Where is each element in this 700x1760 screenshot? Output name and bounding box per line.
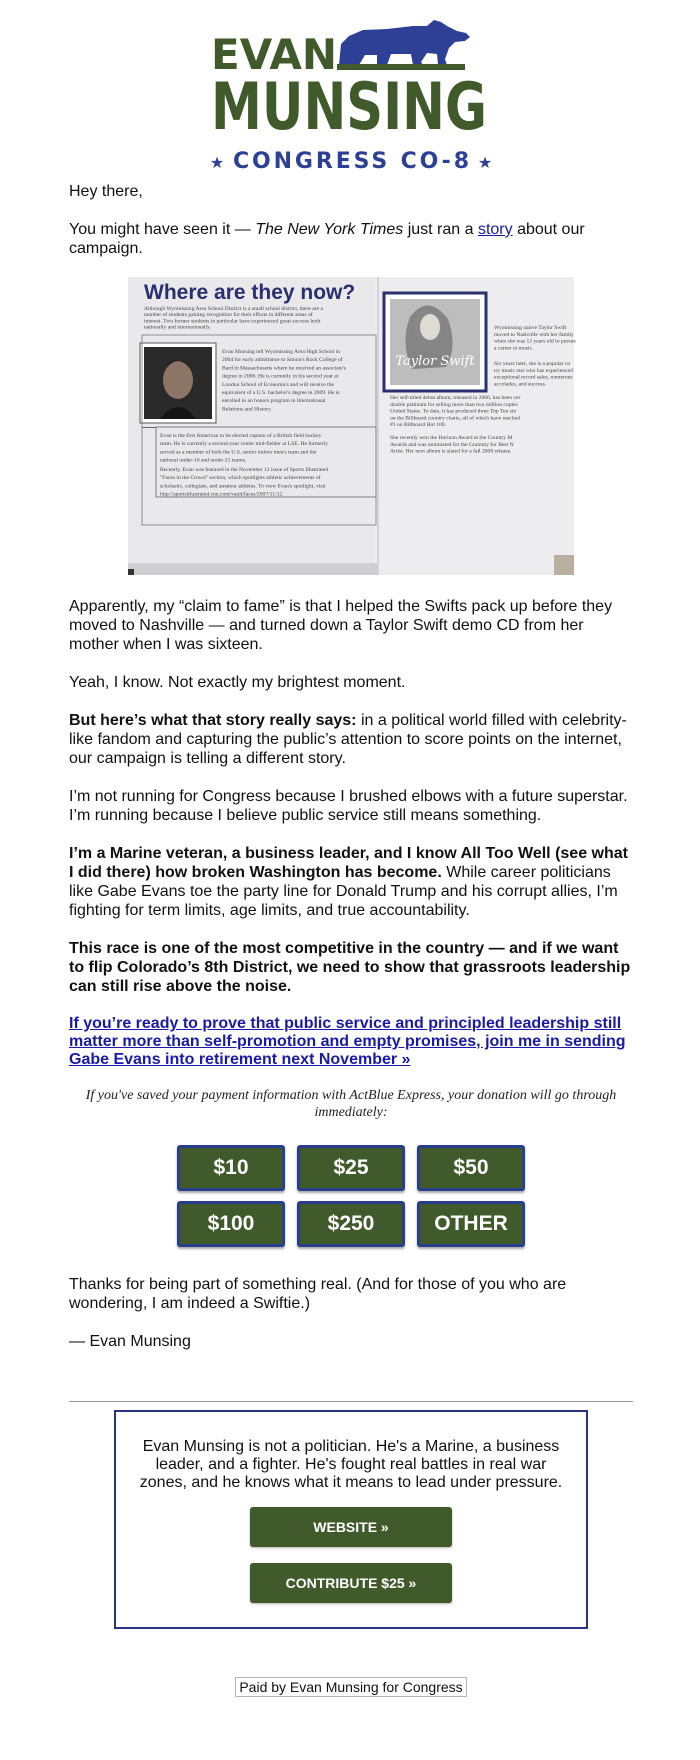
actblue-express-note: If you've saved your payment information with ActBlue Express, your donation will go through immediately: [85, 1088, 617, 1120]
album-title: Taylor Swift [395, 354, 475, 369]
clipping-text-line: a career in music. [494, 345, 534, 352]
clipping-text-line: double platinum for selling more than two million copies [390, 401, 518, 408]
clipping-text-line: 2004 for early admittance to Simon's Rock College of [222, 357, 343, 364]
bear-icon [339, 20, 470, 65]
thanks-paragraph: Thanks for being part of something real. (And for those of you who are wondering, I am indeed a Swiftie.) [69, 1276, 567, 1312]
contribute-button[interactable]: CONTRIBUTE $25 » [250, 1563, 452, 1603]
clipping-text-line: Bard in Massachusetts where he received an associate's [222, 365, 346, 372]
website-button[interactable]: WEBSITE » [250, 1507, 452, 1547]
intro-paragraph: You might have seen it — The New York Times just ran a story about our campaign. [69, 221, 585, 257]
clipping-text-line: http://sportsillustrated.cnn.com/vault/faces/2007/11/12. [160, 491, 284, 498]
bio-box [114, 1410, 588, 1629]
clipping-text-line: Although Wyomissing Area School District is a small school district, there are a [144, 306, 323, 312]
star-icon: ★ [209, 153, 225, 172]
logo-last-name: MUNSING [211, 70, 487, 145]
donation-amount-grid [177, 1145, 525, 1247]
star-icon: ★ [477, 153, 493, 172]
clipping-text-line: Six years later, she is a popular co [494, 361, 571, 367]
clipping-text-line: Artist. Her next album is slated for a fall 2008 release. [390, 448, 512, 455]
clipping-text-line: on the Billboard country charts, all of which have reached [390, 415, 520, 422]
clipping-text-line: accolades, and success. [494, 381, 547, 388]
clipping-text-line: Relations and History. [222, 406, 272, 413]
clipping-text-line: Evan Munsing left Wyomissing Area High School in [222, 349, 341, 355]
donate-25-button[interactable]: $25 [297, 1145, 405, 1191]
clipping-text-line: #3 on Billboard Hot 100. [390, 422, 447, 429]
clipping-headline: Where are they now? [144, 281, 356, 304]
clipping-text-line: Awards and was nominated for the Grammy for Best N [390, 441, 514, 448]
paid-for-disclaimer: Paid by Evan Munsing for Congress [235, 1677, 466, 1697]
clipping-text-line: team. He is currently a second-year center mid-fielder at LSE. He formerly [160, 441, 328, 448]
marine-paragraph: I’m a Marine veteran, a business leader, and I know All Too Well (see what I did there) how broken Washington has become. While career politicians like Gabe Evans toe the party line for Donald Trump and his corrupt allies, I’m fighting for term limits, age limits, and true accountability. [69, 845, 628, 919]
clipping-text-line: scholastic, collegiate, and amateur athletes. To view Evan's spotlight, visit [160, 483, 326, 490]
clipping-text-line: served as a member of both the U.S. senior indoor men's team and the [160, 449, 317, 456]
clipping-text-line: moved to Nashville with her family [494, 331, 574, 338]
donate-250-button[interactable]: $250 [297, 1201, 405, 1247]
clipping-text-line: Recently, Evan was featured in the November 12 issue of Sports Illustrated [160, 467, 329, 473]
clipping-text-line: Evan is the first American to be elected captain of a British field hockey [160, 433, 322, 439]
logo-first-name: EVAN [211, 30, 337, 79]
signoff: — Evan Munsing [69, 1333, 191, 1350]
clipping-taylor-text-4 [390, 435, 514, 455]
footer-divider [69, 1401, 633, 1402]
clipping-text-line: degree in 2006. He is currently in his second year at [222, 373, 339, 380]
clipping-text-line: when she was 12 years old to pursue [494, 338, 576, 345]
donate-other-button[interactable]: OTHER [417, 1201, 525, 1247]
yeah-paragraph: Yeah, I know. Not exactly my brightest moment. [69, 674, 406, 691]
bio-text: Evan Munsing is not a politician. He's a Marine, a business leader, and a fighter. He's fought real battles in real war zones, and he knows what it means to lead under pressure. [139, 1438, 563, 1491]
clipping-text-line: Her self-titled debut album, released in 2006, has been cer [390, 395, 521, 401]
race-paragraph: This race is one of the most competitive in the country — and if we want to flip Colorado’s 8th District, we need to show that grassroots leadership can still rise above the noise. [69, 940, 631, 995]
clipping-text-line: London School of Economics and will receive the [222, 381, 335, 388]
donate-100-button[interactable]: $100 [177, 1201, 285, 1247]
clipping-text-line: nationally and internationally. [144, 324, 211, 331]
clipping-text-line: She recently won the Horizon Award at the Country M [390, 435, 513, 441]
donate-10-button[interactable]: $10 [177, 1145, 285, 1191]
donate-cta-link[interactable]: If you’re ready to prove that public service and principled leadership still matter more than self-promotion and empty promises, join me in sending Gabe Evans into retirement next November » [69, 1015, 626, 1068]
publication-name: The New York Times [255, 221, 404, 238]
email-body [67, 12, 633, 1697]
clipping-text-line: number of students gaining recognition for their efforts in different areas of [144, 312, 313, 319]
clipping-text-line: enrolled in an honors program in International [222, 398, 326, 405]
not-running-paragraph: I’m not running for Congress because I brushed elbows with a future superstar. I’m running because I believe public service still means something. [69, 788, 628, 824]
newspaper-clipping-image [128, 277, 574, 575]
clipping-text-line: Wyomissing native Taylor Swift [494, 325, 567, 331]
clipping-text-line: "Faces in the Crowd" section, which spotlights athletic achievements of [160, 475, 321, 482]
donate-50-button[interactable]: $50 [417, 1145, 525, 1191]
fame-paragraph: Apparently, my “claim to fame” is that I helped the Swifts pack up before they moved to Nashville — and turned down a Taylor Swift demo CD from her mother when I was sixteen. [69, 598, 613, 653]
clipping-text-line: exceptional record sales, numerous [494, 374, 573, 381]
logo-tagline: CONGRESS CO-8 [233, 149, 469, 174]
clipping-text-line: try music star who has experienced [494, 367, 573, 374]
campaign-logo [191, 12, 511, 182]
story-link[interactable]: story [477, 221, 513, 238]
story-paragraph: But here’s what that story really says: in a political world filled with celebrity-like fandom and capturing the public’s attention to score points on the internet, our campaign is telling a different story. [69, 712, 627, 767]
clipping-text-line: United States. To date, it has produced three Top Ten sin [390, 408, 517, 415]
greeting: Hey there, [69, 183, 143, 200]
clipping-text-line: equivalent of a U.S. bachelor's degree in 2009. He is [222, 390, 340, 396]
clipping-text-line: national under-16 and under-21 teams. [160, 457, 247, 464]
clipping-text-line: interest. Two former students in particular have experienced great success both [144, 318, 321, 325]
